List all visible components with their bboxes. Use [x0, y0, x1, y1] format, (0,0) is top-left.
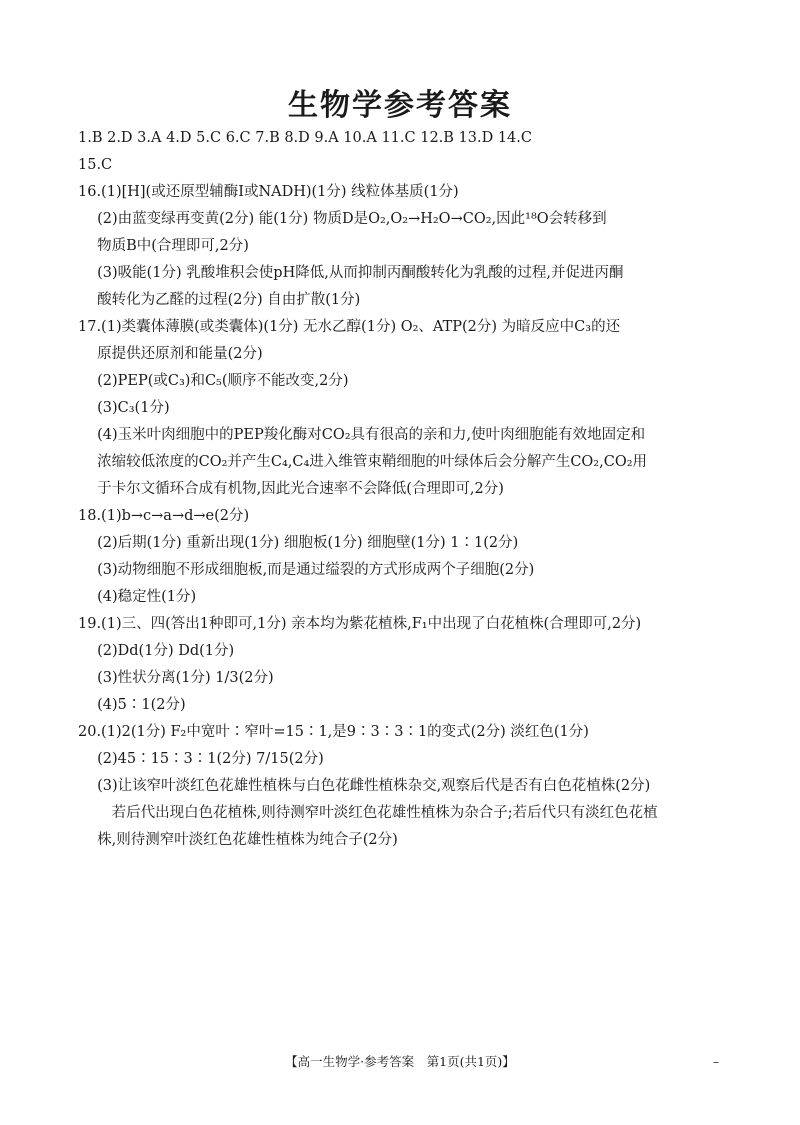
answer-line: 1.B 2.D 3.A 4.D 5.C 6.C 7.B 8.D 9.A 10.A 11.C 12.B 13.D 14.C [78, 130, 532, 146]
answer-line: (4)稳定性(1分) [78, 589, 197, 605]
answer-line: 16.(1)[H](或还原型辅酶Ⅰ或NADH)(1分) 线粒体基质(1分) [78, 184, 459, 200]
answer-line: 17.(1)类囊体薄膜(或类囊体)(1分) 无水乙醇(1分) O₂、ATP(2分) 为暗反应中C₃的还 [78, 319, 621, 335]
answer-line: (3)C₃(1分) [78, 400, 170, 416]
answer-line: 若后代出现白色花植株,则待测窄叶淡红色花雄性植株为杂合子;若后代只有淡红色花植 [78, 805, 658, 821]
answer-line: 15.C [78, 157, 113, 173]
answer-line: 20.(1)2(1分) F₂中宽叶∶窄叶=15∶1,是9∶3∶3∶1的变式(2分) 淡红色(1分) [78, 724, 589, 740]
page-footer: 【高一生物学·参考答案 第1页(共1页)】 [285, 1054, 515, 1069]
answer-line: (3)让该窄叶淡红色花雄性植株与白色花雌性植株杂交,观察后代是否有白色花植株(2分) [78, 778, 651, 794]
answer-line: (3)动物细胞不形成细胞板,而是通过缢裂的方式形成两个子细胞(2分) [78, 562, 535, 578]
corner-mark: – [713, 1055, 719, 1069]
answer-line: (2)由蓝变绿再变黄(2分) 能(1分) 物质D是O₂,O₂→H₂O→CO₂,因此¹⁸O会转移到 [78, 211, 607, 227]
answer-line: (4)玉米叶肉细胞中的PEP羧化酶对CO₂具有很高的亲和力,使叶肉细胞能有效地固定和 [78, 427, 646, 443]
answer-line: 原提供还原剂和能量(2分) [78, 346, 263, 362]
answer-line: (4)5∶1(2分) [78, 697, 186, 713]
answer-line: 18.(1)b→c→a→d→e(2分) [78, 508, 250, 524]
page-title: 生物学参考答案 [288, 88, 512, 123]
answer-line: (3)性状分离(1分) 1/3(2分) [78, 670, 274, 686]
answer-line: (3)吸能(1分) 乳酸堆积会使pH降低,从而抑制丙酮酸转化为乳酸的过程,并促进丙酮 [78, 265, 624, 281]
answer-line: 于卡尔文循环合成有机物,因此光合速率不会降低(合理即可,2分) [78, 481, 504, 497]
answer-line: (2)Dd(1分) Dd(1分) [78, 643, 235, 659]
answer-line: 19.(1)三、四(答出1种即可,1分) 亲本均为紫花植株,F₁中出现了白花植株(合理即可,2分) [78, 616, 642, 632]
answer-line: 株,则待测窄叶淡红色花雄性植株为纯合子(2分) [78, 832, 398, 848]
answer-line: (2)后期(1分) 重新出现(1分) 细胞板(1分) 细胞壁(1分) 1∶1(2分) [78, 535, 519, 551]
answer-line: 酸转化为乙醛的过程(2分) 自由扩散(1分) [78, 292, 361, 308]
answer-line: 浓缩较低浓度的CO₂并产生C₄,C₄进入维管束鞘细胞的叶绿体后会分解产生CO₂,CO₂用 [78, 454, 648, 470]
answer-line: (2)45∶15∶3∶1(2分) 7/15(2分) [78, 751, 324, 767]
answer-line: (2)PEP(或C₃)和C₅(顺序不能改变,2分) [78, 373, 349, 389]
answer-line: 物质B中(合理即可,2分) [78, 238, 249, 254]
